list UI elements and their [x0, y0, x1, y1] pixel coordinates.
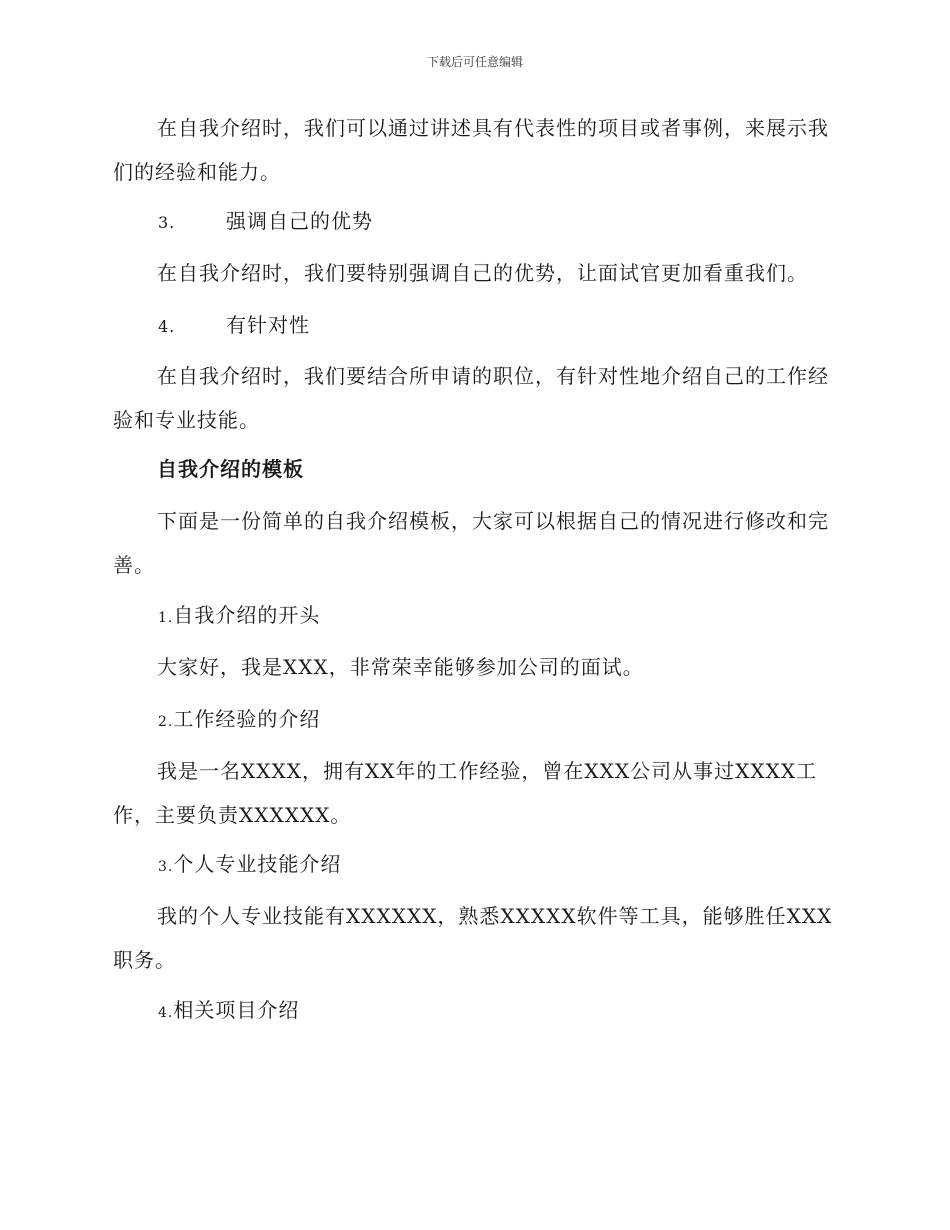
list-item-label: 强调自己的优势 — [226, 209, 373, 233]
page-header: 下载后可任意编辑 — [426, 55, 523, 69]
list-item-label: 有针对性 — [226, 313, 310, 337]
template-item-2 — [158, 697, 320, 744]
paragraph-opening: 大家好，我是XXX，非常荣幸能够参加公司的面试。 — [157, 655, 644, 679]
paragraph-skills: 我的个人专业技能有XXXXXX，熟悉XXXXX软件等工具，能够胜任XXX职务。 — [113, 904, 833, 972]
template-item-label: 相关项目介绍 — [173, 998, 300, 1022]
template-item-label: 自我介绍的开头 — [173, 603, 321, 627]
template-item-3 — [158, 842, 341, 889]
list-item-3 — [158, 199, 373, 245]
paragraph-advantages: 在自我介绍时，我们要特别强调自己的优势，让面试官更加看重我们。 — [157, 261, 808, 285]
paragraph-work-experience: 我是一名XXXX，拥有XX年的工作经验，曾在XXX公司从事过XXXX工作，主要负责XXXXXX。 — [113, 759, 818, 827]
paragraph-template-intro: 下面是一份简单的自我介绍模板，大家可以根据自己的情况进行修改和完善。 — [113, 509, 829, 577]
list-item-number: 4. — [158, 317, 176, 336]
section-title: 自我介绍的模板 — [157, 457, 304, 481]
paragraph-experience: 在自我介绍时，我们可以通过讲述具有代表性的项目或者事例，来展示我们的经验和能力。 — [113, 116, 829, 184]
template-item-number: 1. — [158, 610, 174, 626]
paragraph-targeted: 在自我介绍时，我们要结合所申请的职位，有针对性地介绍自己的工作经验和专业技能。 — [113, 364, 829, 432]
template-item-number: 3. — [158, 859, 174, 875]
list-item-number: 3. — [158, 213, 176, 232]
template-item-label: 个人专业技能介绍 — [173, 852, 342, 876]
template-item-4 — [158, 988, 299, 1035]
template-item-number: 4. — [158, 1005, 174, 1021]
template-item-number: 2. — [158, 714, 174, 730]
list-item-4 — [158, 303, 310, 349]
template-item-1 — [158, 593, 320, 640]
template-item-label: 工作经验的介绍 — [173, 707, 321, 731]
